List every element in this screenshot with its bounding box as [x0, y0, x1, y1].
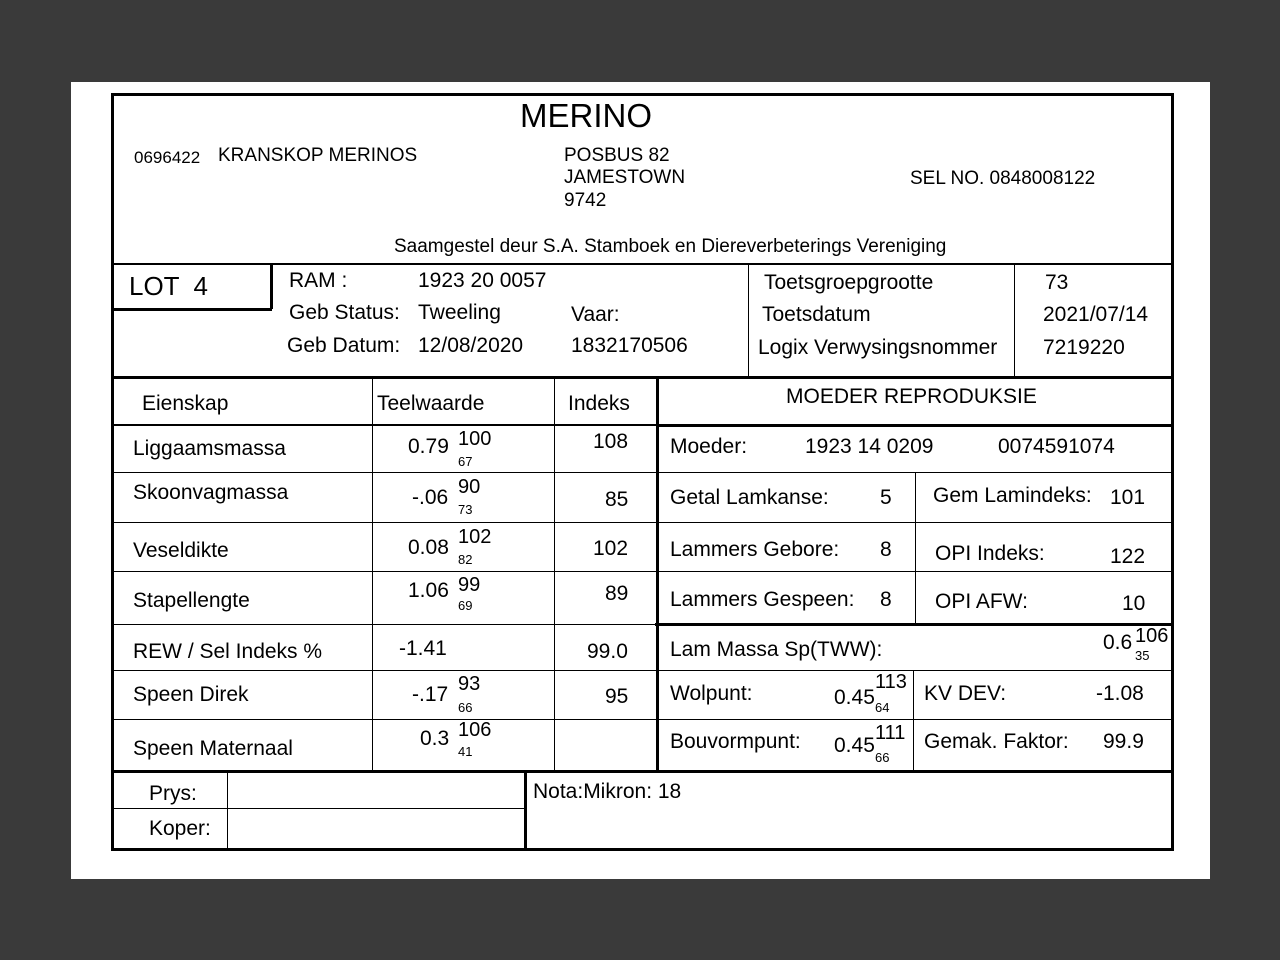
trait-accuracy-top: 106 [458, 719, 492, 741]
conformation-accuracy-bottom: 66 [875, 750, 890, 765]
sel-number: SEL NO. 0848008122 [910, 168, 1096, 189]
wool-score-accuracy-bottom: 64 [875, 700, 890, 715]
trait-index: 102 [593, 537, 629, 560]
address-line-1: POSBUS 82 [564, 145, 670, 166]
lambs-weaned-label: Lammers Gespeen: [670, 588, 855, 611]
test-date-label: Toetsdatum [762, 303, 871, 326]
trait-accuracy-bottom: 41 [458, 744, 473, 759]
trait-name: Stapellengte [133, 589, 250, 612]
trait-value: -.06 [412, 486, 449, 509]
buyer-field[interactable] [236, 815, 516, 837]
trait-name: Speen Maternaal [133, 737, 293, 760]
lambs-born-value: 8 [880, 538, 892, 561]
trait-accuracy-bottom: 66 [458, 700, 473, 715]
trait-index: 95 [605, 685, 629, 708]
conformation-accuracy-top: 111 [875, 722, 906, 744]
group-size-value: 73 [1045, 271, 1069, 294]
lamb-mass-accuracy-bottom: 35 [1135, 648, 1150, 663]
opi-index-value: 122 [1110, 545, 1146, 568]
buyer-label: Koper: [149, 817, 211, 840]
logix-value: 7219220 [1043, 336, 1125, 359]
lamb-mass-label: Lam Massa Sp(TWW): [670, 638, 883, 661]
breed-title: MERINO [520, 97, 652, 134]
trait-accuracy-bottom: 73 [458, 502, 473, 517]
opi-afw-value: 10 [1122, 592, 1146, 615]
lambs-born-label: Lammers Gebore: [670, 538, 840, 561]
kv-dev-label: KV DEV: [924, 682, 1007, 705]
trait-accuracy-top: 90 [458, 476, 481, 498]
trait-accuracy-top: 102 [458, 526, 492, 548]
trait-accuracy-bottom: 69 [458, 598, 473, 613]
ease-factor-value: 99.9 [1103, 730, 1144, 753]
dam-ref: 0074591074 [998, 435, 1115, 458]
col-trait-header: Eienskap [142, 392, 229, 415]
lot-number: LOT 4 [129, 271, 209, 301]
trait-accuracy-bottom: 82 [458, 552, 473, 567]
lambing-opportunities-value: 5 [880, 486, 892, 509]
birth-status-label: Geb Status: [289, 301, 400, 324]
test-date-value: 2021/07/14 [1043, 303, 1149, 326]
trait-name: Skoonvagmassa [133, 481, 289, 504]
opi-afw-label: OPI AFW: [935, 590, 1028, 613]
address-line-3: 9742 [564, 190, 607, 211]
avg-lamb-index-label: Gem Lamindeks: [933, 484, 1092, 507]
breeder-name: KRANSKOP MERINOS [218, 145, 418, 166]
trait-accuracy-top: 93 [458, 673, 481, 695]
ram-label: RAM : [289, 269, 348, 292]
lambing-opportunities-label: Getal Lamkanse: [670, 486, 829, 509]
trait-index: 85 [605, 488, 629, 511]
conformation-label: Bouvormpunt: [670, 730, 801, 753]
compiled-by: Saamgestel deur S.A. Stamboek en Diereverbeterings Vereniging [394, 236, 947, 257]
trait-name: Speen Direk [133, 683, 249, 706]
trait-value: 0.3 [420, 727, 450, 750]
trait-value: -1.41 [399, 637, 447, 660]
sire-label: Vaar: [571, 303, 620, 326]
trait-index: 89 [605, 582, 629, 605]
col-breeding-value-header: Teelwaarde [377, 392, 485, 415]
avg-lamb-index-value: 101 [1110, 486, 1146, 509]
price-field[interactable] [236, 783, 516, 805]
trait-accuracy-bottom: 67 [458, 454, 473, 469]
trait-value: -.17 [412, 683, 449, 706]
address-line-2: JAMESTOWN [564, 167, 686, 188]
col-index-header: Indeks [568, 392, 630, 415]
dam-id: 1923 14 0209 [805, 435, 934, 458]
wool-score-label: Wolpunt: [670, 682, 753, 705]
trait-accuracy-top: 99 [458, 574, 481, 596]
birth-date-label: Geb Datum: [287, 334, 401, 357]
logix-label: Logix Verwysingsnommer [758, 336, 998, 359]
trait-value: 0.79 [408, 435, 449, 458]
lamb-mass-value: 0.6 [1103, 631, 1133, 654]
dam-section-title: MOEDER REPRODUKSIE [786, 385, 1037, 408]
conformation-value: 0.45 [834, 734, 875, 757]
note: Nota:Mikron: 18 [533, 780, 682, 803]
dam-label: Moeder: [670, 435, 748, 458]
kv-dev-value: -1.08 [1096, 682, 1144, 705]
ram-value: 1923 20 0057 [418, 269, 547, 292]
trait-value: 1.06 [408, 579, 449, 602]
trait-value: 0.08 [408, 536, 449, 559]
birth-status-value: Tweeling [418, 301, 501, 324]
group-size-label: Toetsgroepgrootte [764, 271, 934, 294]
wool-score-accuracy-top: 113 [875, 671, 907, 693]
birth-date-value: 12/08/2020 [418, 334, 524, 357]
trait-index: 108 [593, 430, 629, 453]
trait-index: 99.0 [587, 640, 628, 663]
ease-factor-label: Gemak. Faktor: [924, 730, 1069, 753]
wool-score-value: 0.45 [834, 686, 875, 709]
breeder-number: 0696422 [134, 148, 201, 167]
trait-name: REW / Sel Indeks % [133, 640, 323, 663]
trait-accuracy-top: 100 [458, 428, 492, 450]
trait-name: Liggaamsmassa [133, 437, 286, 460]
lamb-mass-accuracy-top: 106 [1135, 625, 1169, 647]
price-label: Prys: [149, 782, 197, 805]
trait-name: Veseldikte [133, 539, 229, 562]
sire-value: 1832170506 [571, 334, 688, 357]
lambs-weaned-value: 8 [880, 588, 892, 611]
opi-index-label: OPI Indeks: [935, 542, 1045, 565]
